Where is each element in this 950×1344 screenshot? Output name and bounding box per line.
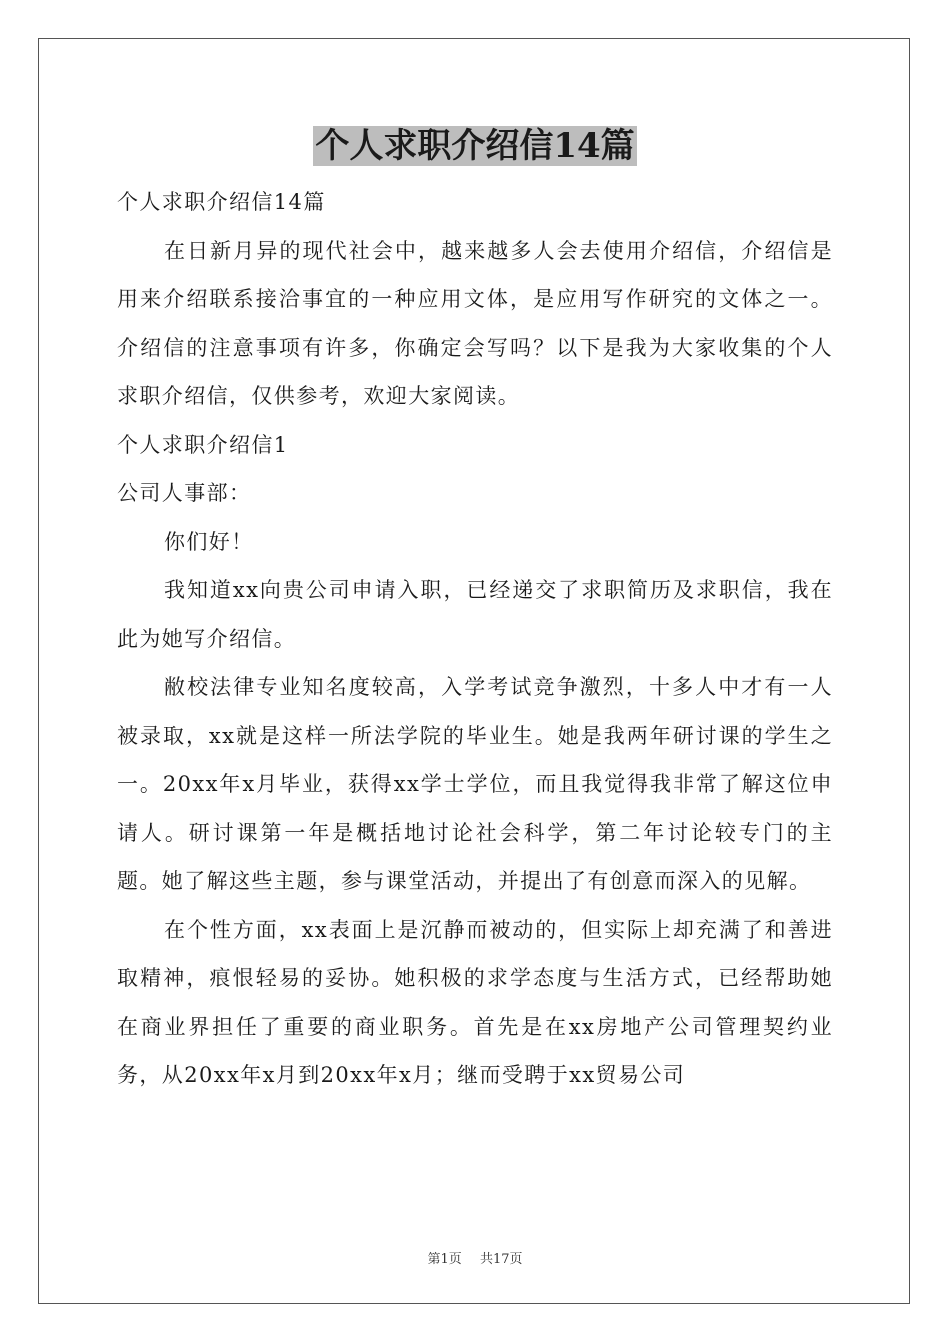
document-title-text: 个人求职介绍信14篇 (315, 126, 635, 166)
document-body (117, 178, 833, 1100)
page-number: 第1页 (427, 1252, 462, 1267)
body-paragraph: 我知道xx向贵公司申请入职，已经递交了求职简历及求职信，我在此为她写介绍信。 (117, 578, 833, 651)
body-paragraph: 在个性方面，xx表面上是沉静而被动的，但实际上却充满了和善进取精神，痕恨轻易的妥协。她积极的求学态度与生活方式，已经帮助她在商业界担任了重要的商业职务。首先是在xx房地产公司管理契约业务，从20xx年x月到20xx年x月；继而受聘于xx贸易公司 (117, 917, 833, 1087)
recipient-line: 公司人事部： (117, 481, 252, 505)
intro-paragraph: 在日新月异的现代社会中，越来越多人会去使用介绍信，介绍信是用来介绍联系接洽事宜的一种应用文体，是应用写作研究的文体之一。介绍信的注意事项有许多，你确定会写吗？以下是我为大家收集的个人求职介绍信，仅供参考，欢迎大家阅读。 (117, 238, 833, 408)
page-total: 共17页 (479, 1252, 523, 1267)
document-title (0, 124, 950, 168)
page-footer (0, 1248, 950, 1267)
greeting-line: 你们好！ (164, 529, 254, 554)
section-heading: 个人求职介绍信1 (117, 432, 289, 457)
subtitle-line: 个人求职介绍信14篇 (117, 190, 326, 214)
body-paragraph: 敝校法律专业知名度较高，入学考试竞争激烈，十多人中才有一人被录取，xx就是这样一所法学院的毕业生。她是我两年研讨课的学生之一。20xx年x月毕业，获得xx学士学位，而且我觉得我非常了解这位申请人。研讨课第一年是概括地讨论社会科学，第二年讨论较专门的主题。她了解这些主题，参与课堂活动，并提出了有创意而深入的见解。 (117, 675, 833, 893)
